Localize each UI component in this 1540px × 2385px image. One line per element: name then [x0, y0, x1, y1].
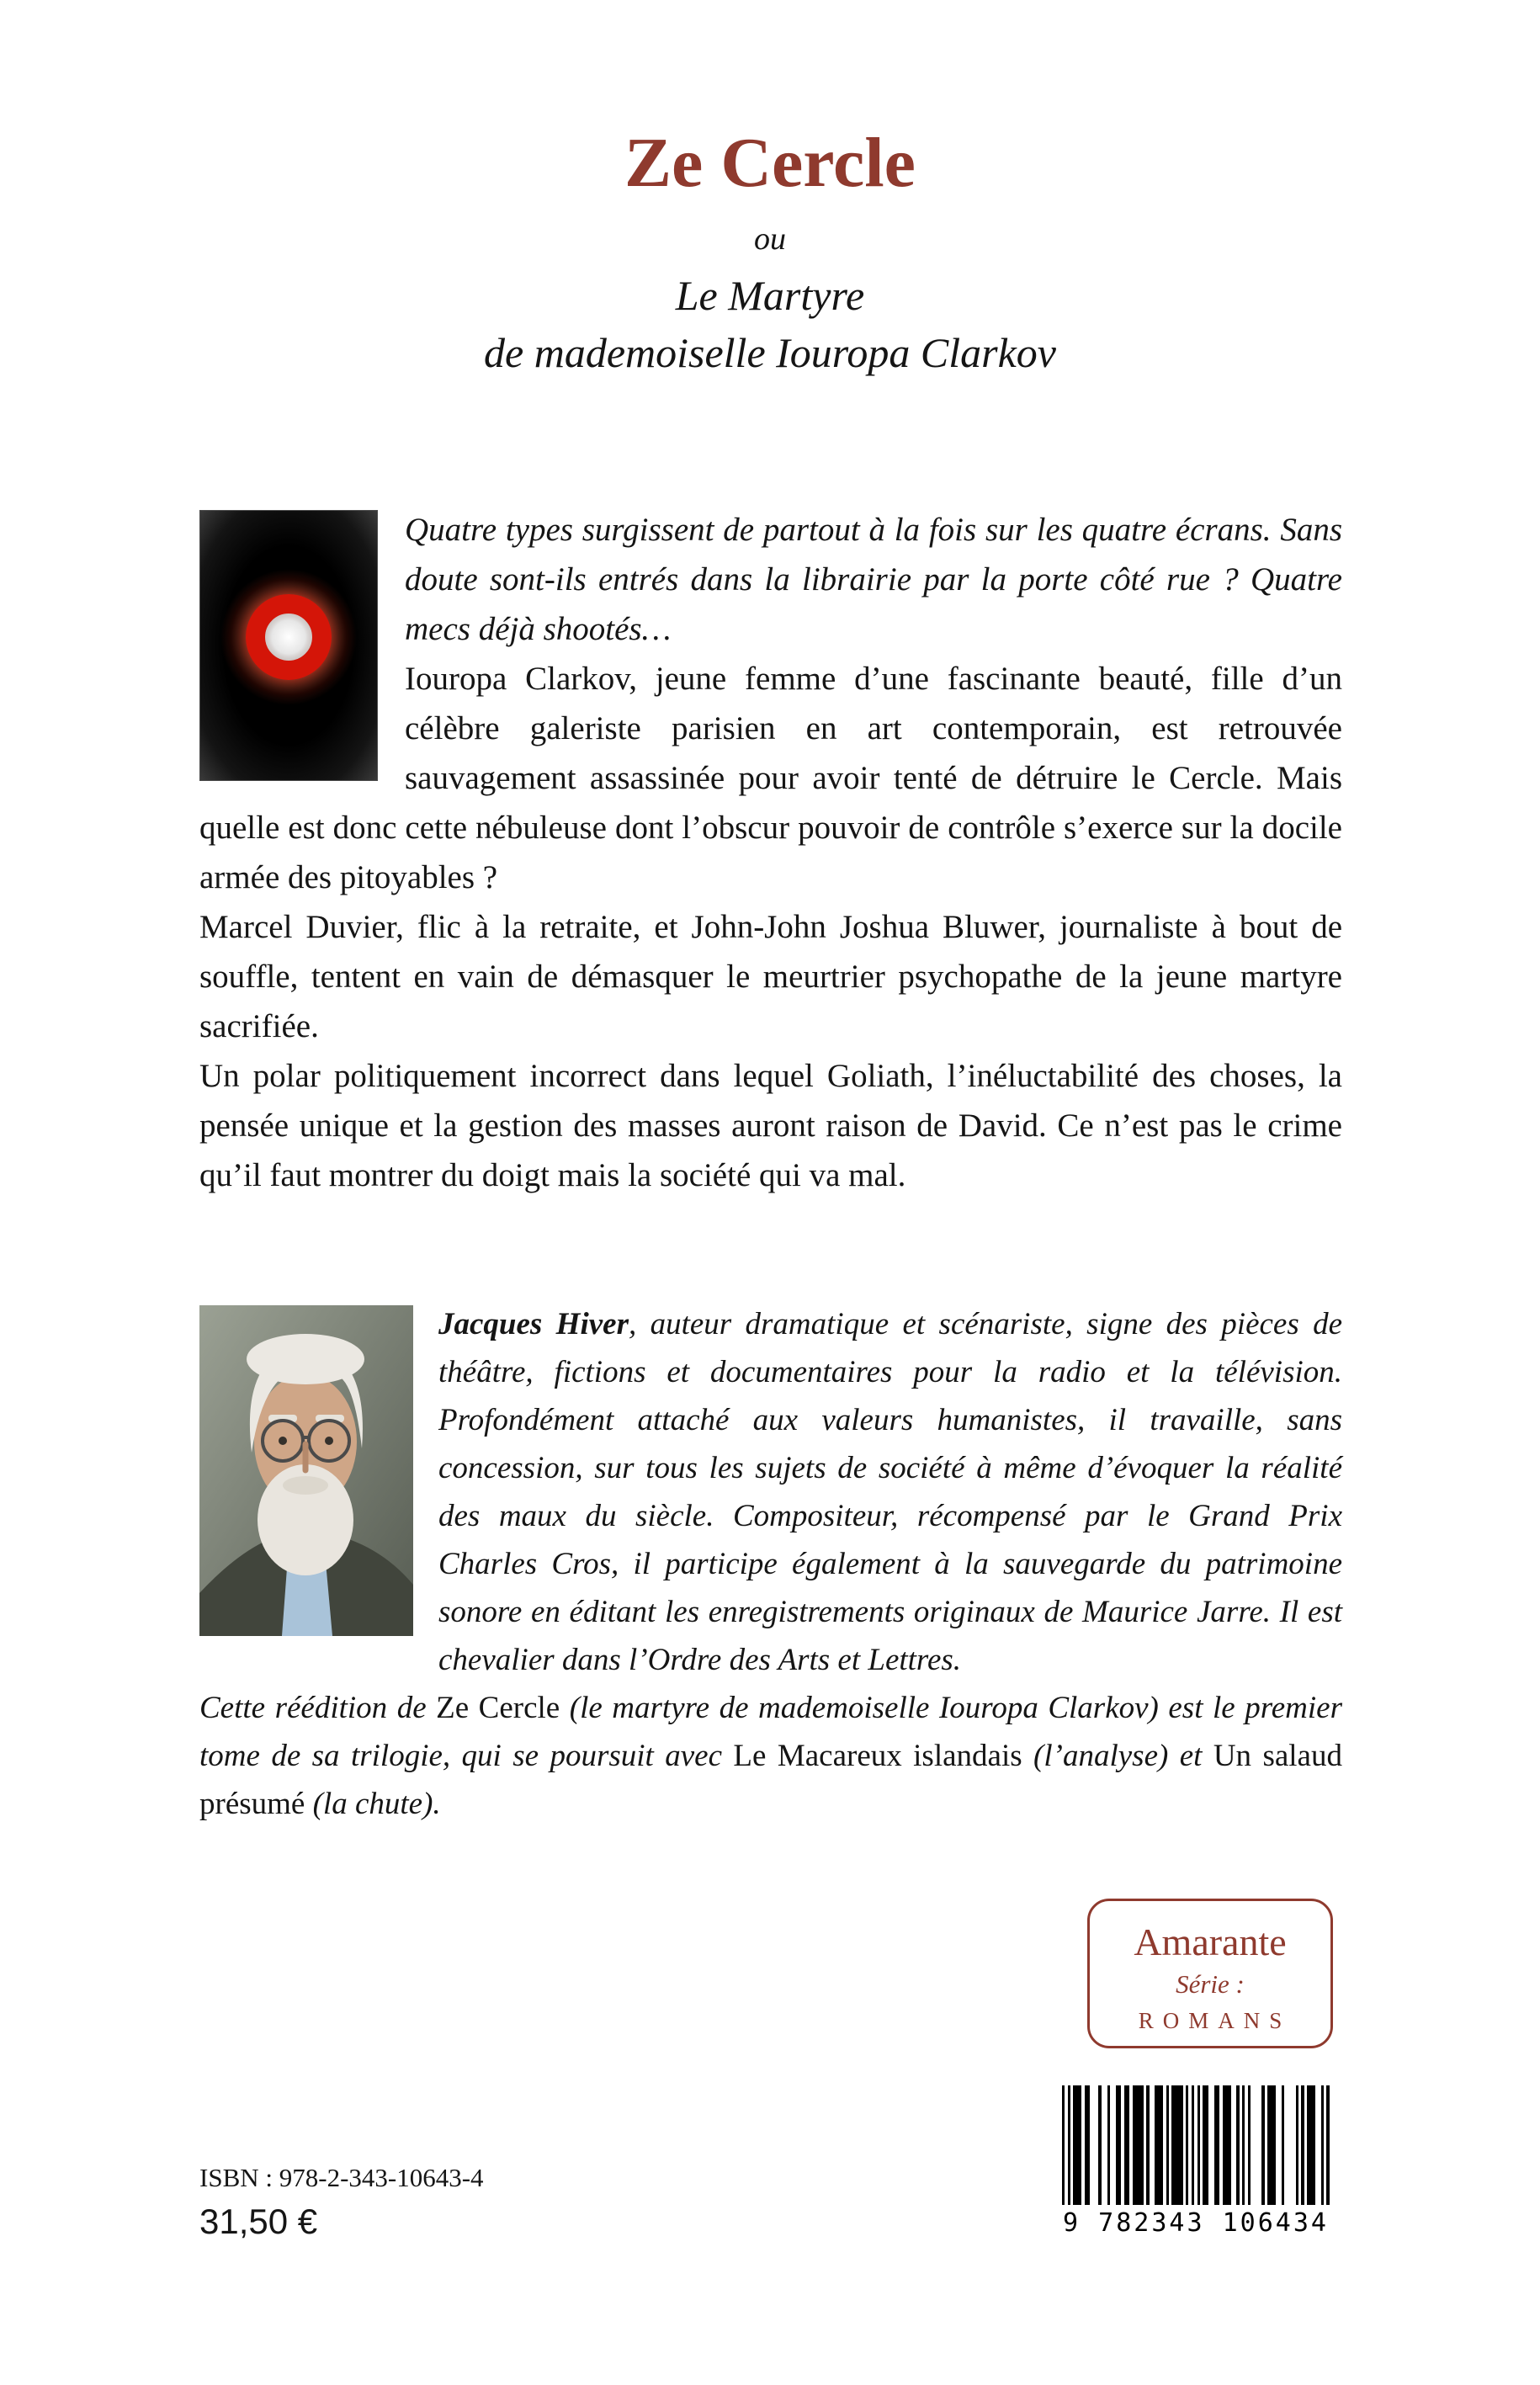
book-title: Ze Cercle: [624, 124, 916, 202]
series-value: ROMANS: [1138, 2008, 1292, 2033]
publisher-name: Amarante: [1134, 1920, 1287, 1963]
cover-red-ring-icon: [246, 594, 332, 680]
author-portrait-illustration: [199, 1305, 413, 1636]
isbn-text: ISBN : 978-2-343-10643-4: [199, 2163, 484, 2192]
title-connector: ou: [754, 221, 786, 258]
barcode-bars: [1059, 2085, 1333, 2205]
author-portrait-photo: [199, 1305, 413, 1636]
barcode-digits: 9 782343 106434: [1063, 2208, 1329, 2238]
synopsis-paragraph-4: Un polar politiquement incorrect dans lequel Goliath, l’inéluctabilité des choses, la pensée unique et la gestion des masses auront raison de David. Ce n’est pas le crime qu’il faut montrer du doigt mais la société qui va mal.: [199, 1058, 1342, 1193]
reedition-seg-2: (le martyre de mademoiselle Iouropa Clarkov) est le premier tome de sa trilogie, qui se poursuit avec: [199, 1691, 1342, 1773]
reedition-note: [199, 1684, 1342, 1828]
reedition-seg-0: Cette réédition de: [199, 1691, 437, 1725]
book-subtitle-line1: Le Martyre: [675, 272, 865, 320]
synopsis-section: [199, 505, 1342, 1200]
front-cover-thumbnail: [199, 510, 378, 781]
publisher-series-box: [1087, 1899, 1333, 2048]
synopsis-paragraph-3: Marcel Duvier, flic à la retraite, et John-John Joshua Bluwer, journaliste à bout de souffle, tentent en vain de démasquer le meurtrier psychopathe de la jeune martyre sacrifiée.: [199, 909, 1342, 1044]
reedition-title-3: Un salaud présumé: [199, 1739, 1342, 1821]
reedition-title-1: Ze Cercle: [436, 1691, 560, 1725]
book-subtitle-line2: de mademoiselle Iouropa Clarkov: [484, 329, 1056, 377]
reedition-seg-6: (la chute).: [305, 1787, 441, 1821]
barcode-bar: [1326, 2085, 1329, 2205]
reedition-title-2: Le Macareux islandais: [733, 1739, 1022, 1773]
footer-left: [199, 2163, 484, 2242]
author-bio-text: , auteur dramatique et scénariste, signe des pièces de théâtre, fictions et documentaires pour la radio et la télévision. Profondément attaché aux valeurs humanistes, il travaille, sans concession, sur tous les sujets de société à même d’évoquer la réalité des maux du siècle. Compositeur, récompensé par le Grand Prix Charles Cros, il participe également à la sauvegarde du patrimoine sonore en éditant les enregistrements originaux de Maurice Jarre. Il est chevalier dans l’Ordre des Arts et Lettres.: [438, 1307, 1343, 1677]
reedition-seg-4: (l’analyse) et: [1022, 1739, 1213, 1773]
header: [0, 126, 1540, 377]
synopsis-paragraph-2: Iouropa Clarkov, jeune femme d’une fascinante beauté, fille d’un célèbre galeriste parisien en art contemporain, est retrouvée sauvagement assassinée pour avoir tenté de détruire le Cercle. Mais quelle est donc cette nébuleuse dont l’obscur pouvoir de contrôle s’exerce sur la docile armée des pitoyables ?: [199, 661, 1342, 895]
price-text: 31,50 €: [199, 2202, 318, 2241]
author-name: Jacques Hiver: [438, 1307, 629, 1341]
series-label: Série :: [1176, 1969, 1245, 1999]
synopsis-paragraph-1: Quatre types surgissent de partout à la fois sur les quatre écrans. Sans doute sont-ils entrés dans la librairie par la porte côté rue ? Quatre mecs déjà shootés…: [405, 512, 1342, 647]
author-section: [199, 1300, 1342, 1828]
barcode: [1059, 2085, 1333, 2245]
